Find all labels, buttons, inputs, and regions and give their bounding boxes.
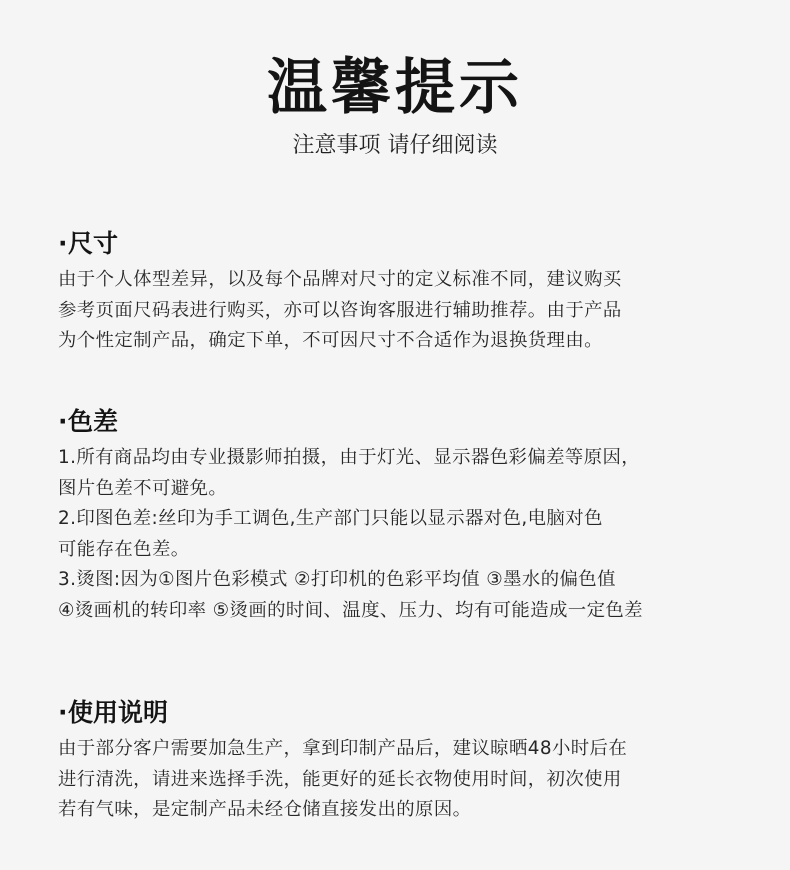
section-heading <box>58 226 758 262</box>
section-heading <box>58 404 758 440</box>
section-body <box>58 734 758 826</box>
section-body <box>58 443 758 626</box>
body-line: 2.印图色差:丝印为手工调色,生产部门只能以显示器对色,电脑对色 <box>58 508 603 529</box>
body-line: 可能存在色差。 <box>58 538 190 560</box>
section-usage <box>58 695 758 826</box>
section-title-color: 色差 <box>68 407 119 436</box>
body-line: 由于部分客户需要加急生产，拿到印制产品后，建议晾晒48小时后在 <box>58 738 628 759</box>
body-line: ④烫画机的转印率 ⑤烫画的时间、温度、压力、均有可能造成一定色差 <box>58 599 643 621</box>
section-size <box>58 226 758 357</box>
body-line: 3.烫图:因为①图片色彩模式 ②打印机的色彩平均值 ③墨水的偏色值 <box>58 569 616 590</box>
body-line: 进行清洗，请进来选择手洗，能更好的延长衣物使用时间，初次使用 <box>58 768 622 790</box>
body-line: 为个性定制产品，确定下单，不可因尺寸不合适作为退换货理由。 <box>58 330 603 351</box>
page-subtitle: 注意事项 请仔细阅读 <box>292 133 498 158</box>
body-line: 参考页面尺码表进行购买，亦可以咨询客服进行辅助推荐。由于产品 <box>58 299 622 321</box>
bullet-dot: · <box>58 407 68 436</box>
bullet-dot: · <box>58 229 68 258</box>
section-color-difference <box>58 404 758 626</box>
body-line: 图片色差不可避免。 <box>58 477 228 499</box>
section-body <box>58 265 758 357</box>
body-line: 若有气味，是定制产品未经仓储直接发出的原因。 <box>58 799 472 820</box>
section-title-usage: 使用说明 <box>68 698 169 727</box>
page-title: 温馨提示 <box>267 53 523 123</box>
section-heading <box>58 695 758 731</box>
body-line: 1.所有商品均由专业摄影师拍摄，由于灯光、显示器色彩偏差等原因， <box>58 447 641 468</box>
body-line: 由于个人体型差异，以及每个品牌对尺寸的定义标准不同，建议购买 <box>58 269 622 290</box>
section-title-size: 尺寸 <box>68 229 119 258</box>
bullet-dot: · <box>58 698 68 727</box>
